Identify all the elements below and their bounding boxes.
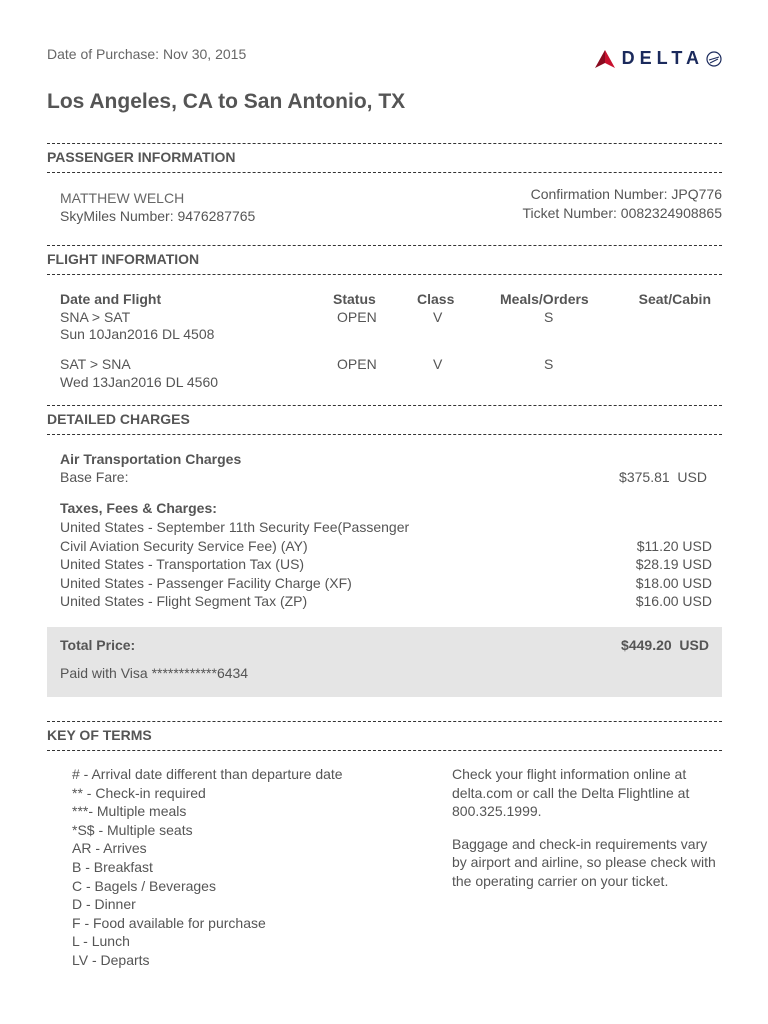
term-item: AR - Arrives [72, 840, 147, 857]
term-item: F - Food available for purchase [72, 914, 266, 931]
tax-line-amount: $11.20 USD [636, 538, 712, 554]
tax-line-label: United States - September 11th Security Fee(Passenger [60, 519, 410, 535]
purchase-label: Date of Purchase: [47, 46, 160, 62]
col-seat: Seat/Cabin [638, 291, 711, 307]
delta-widget-icon [594, 49, 616, 69]
flight-meals: S [544, 356, 554, 372]
flight-info-note: Check your flight information online at delta.com or call the Delta Flightline at 800.325.1999. [452, 766, 690, 820]
terms-section-header: KEY OF TERMS [47, 721, 722, 751]
payment-method: Paid with Visa ************6434 [60, 665, 249, 681]
trip-title: Los Angeles, CA to San Antonio, TX [47, 90, 406, 113]
baggage-note: Baggage and check-in requirements vary by airport and airline, so please check with the operating carrier on your ticket. [452, 835, 716, 889]
tax-line-label: United States - Passenger Facility Charge (XF) [60, 575, 352, 591]
skymiles-number: SkyMiles Number: 9476287765 [60, 208, 256, 224]
tax-line-amount: $18.00 USD [635, 575, 712, 591]
air-charges-title: Air Transportation Charges [60, 451, 242, 467]
col-date-flight: Date and Flight [60, 291, 162, 307]
flight-route: SNA > SAT [60, 309, 131, 325]
flight-section-header: FLIGHT INFORMATION [47, 245, 722, 275]
ticket-number: Ticket Number: 0082324908865 [522, 205, 722, 221]
flight-class: V [433, 309, 443, 325]
total-price-amount: $449.20 USD [621, 637, 709, 653]
passenger-name: MATTHEW WELCH [60, 190, 185, 206]
confirmation-number: Confirmation Number: JPQ776 [530, 186, 722, 202]
flight-status: OPEN [337, 309, 377, 325]
globe-icon [706, 51, 722, 67]
tax-line-amount: $28.19 USD [635, 556, 712, 572]
term-item: *S$ - Multiple seats [72, 821, 193, 838]
taxes-title: Taxes, Fees & Charges: [60, 500, 217, 516]
col-class: Class [417, 291, 455, 307]
col-status: Status [333, 291, 376, 307]
flight-status: OPEN [337, 356, 377, 372]
passenger-section-header: PASSENGER INFORMATION [47, 143, 722, 173]
purchase-date: Nov 30, 2015 [162, 46, 247, 62]
term-item: # - Arrival date different than departure date [72, 766, 343, 782]
tax-line-label: United States - Transportation Tax (US) [60, 556, 305, 572]
charges-section-header: DETAILED CHARGES [47, 405, 722, 435]
col-meals: Meals/Orders [500, 291, 589, 307]
delta-logo [594, 48, 722, 69]
term-item: L - Lunch [72, 933, 130, 950]
term-item: D - Dinner [72, 896, 136, 913]
terms-list [72, 765, 343, 970]
tax-line-label: United States - Flight Segment Tax (ZP) [60, 593, 308, 609]
terms-info [452, 765, 722, 905]
flight-meals: S [544, 309, 554, 325]
flight-date: Sun 10Jan2016 DL 4508 [60, 326, 215, 342]
term-item: B - Breakfast [72, 858, 153, 875]
logo-text: DELTA [621, 48, 704, 68]
total-price-box [47, 627, 722, 697]
flight-route: SAT > SNA [60, 356, 131, 372]
flight-class: V [433, 356, 443, 372]
base-fare-amount: $375.81 USD [619, 469, 707, 485]
term-item: ***- Multiple meals [72, 803, 187, 820]
base-fare-label: Base Fare: [60, 469, 129, 485]
flight-date: Wed 13Jan2016 DL 4560 [60, 374, 219, 390]
purchase-date-line [47, 46, 246, 62]
tax-line-label: Civil Aviation Security Service Fee) (AY) [60, 538, 308, 554]
tax-line-amount: $16.00 USD [635, 593, 712, 609]
term-item: LV - Departs [72, 951, 150, 968]
term-item: C - Bagels / Beverages [72, 877, 216, 894]
total-price-label: Total Price: [60, 637, 136, 653]
term-item: ** - Check-in required [72, 784, 206, 801]
